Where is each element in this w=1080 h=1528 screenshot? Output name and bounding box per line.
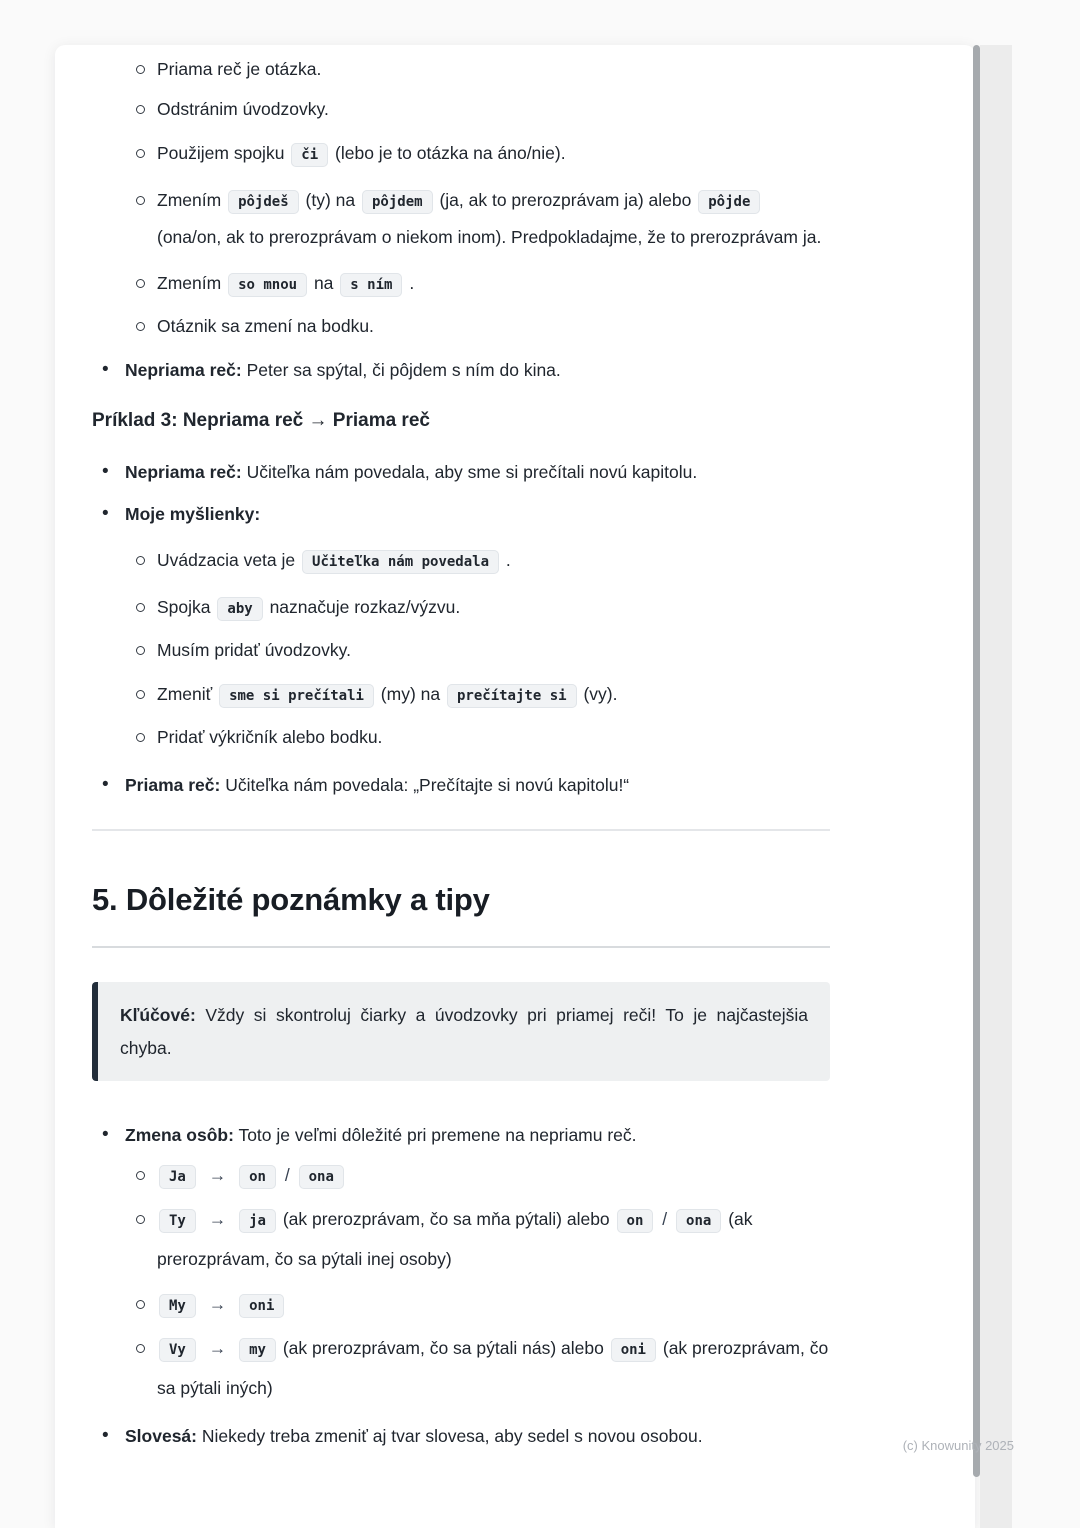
- tips-list-2: [92, 1422, 830, 1450]
- example3-heading: Príklad 3: Nepriama reč → Priama reč: [92, 410, 430, 431]
- text-segment: na: [313, 273, 334, 294]
- arrow-icon: →: [208, 1293, 227, 1314]
- mapping-row: [92, 1155, 830, 1195]
- text-segment: (ja, ak to prerozprávam ja) alebo: [439, 189, 692, 210]
- list-item: [92, 589, 830, 626]
- inline-code: on: [617, 1209, 654, 1233]
- indirect-speech-item: [92, 458, 830, 486]
- callout-text: Vždy si skontroluj čiarky a úvodzovky pri priamej reči! To je najčastejšia chyba.: [120, 1005, 808, 1058]
- term-text: Toto je veľmi dôležité pri premene na nepriamu reč.: [238, 1124, 637, 1145]
- inline-code: oni: [611, 1338, 656, 1362]
- inline-code: ja: [239, 1209, 276, 1233]
- inline-code: oni: [239, 1294, 284, 1318]
- text-segment: Spojka: [157, 597, 211, 618]
- list-item-text: Odstránim úvodzovky.: [157, 99, 329, 119]
- text-segment: (ty) na: [305, 189, 356, 210]
- inline-code: Ja: [159, 1165, 196, 1189]
- scrollbar-track[interactable]: [980, 45, 1012, 1528]
- arrow-icon: →: [208, 1209, 227, 1230]
- text-segment: Zmením: [157, 273, 222, 294]
- inline-code: Ty: [159, 1209, 196, 1233]
- text-segment: naznačuje rozkaz/výzvu.: [269, 597, 461, 618]
- watermark: (c) Knowunity 2025: [902, 1438, 1014, 1453]
- text-segment: Použijem spojku: [157, 143, 285, 163]
- section5-heading: 5. Dôležité poznámky a tipy: [92, 881, 490, 917]
- example2-steps-list: [92, 55, 830, 340]
- list-item: [92, 636, 830, 664]
- inline-code: so mnou: [228, 273, 307, 297]
- list-item: [92, 723, 830, 751]
- list-item-text: Pridať výkričník alebo bodku.: [157, 726, 383, 747]
- tips-list: [92, 1121, 830, 1149]
- direct-speech-result: [92, 771, 830, 799]
- text-segment: (ak prerozprávam, čo sa mňa pýtali) alebo: [282, 1209, 610, 1230]
- term-text: Učiteľka nám povedala: „Prečítajte si novú kapitolu!“: [225, 774, 630, 795]
- text-segment: .: [409, 273, 415, 294]
- inline-code: Vy: [159, 1338, 196, 1362]
- text-segment: Zmeniť: [157, 683, 213, 704]
- arrow-icon: →: [208, 1164, 227, 1185]
- list-item: [92, 676, 830, 713]
- mapping-row: [92, 1284, 830, 1324]
- list-item: [92, 135, 830, 172]
- inline-code: pôjdem: [362, 190, 433, 214]
- example3-result-list: [92, 771, 830, 799]
- document-content: [92, 45, 830, 1450]
- person-change-item: [92, 1121, 830, 1149]
- term-label: Zmena osôb:: [125, 1124, 234, 1145]
- indirect-speech-result: [92, 356, 830, 384]
- list-item: [92, 542, 830, 579]
- verbs-item: [92, 1422, 830, 1450]
- scrollbar-thumb[interactable]: [973, 45, 980, 1477]
- document-page: [55, 45, 975, 1528]
- example2-result-list: [92, 356, 830, 384]
- list-item: [92, 265, 830, 302]
- person-mapping-list: [92, 1155, 830, 1409]
- inline-code: pôjde: [698, 190, 760, 214]
- text-segment: .: [505, 550, 511, 571]
- inline-code: či: [291, 143, 328, 167]
- text-segment: (vy).: [583, 683, 618, 704]
- inline-code: pôjdeš: [228, 190, 299, 214]
- mapping-row: [92, 1199, 830, 1280]
- term-label: Nepriama reč:: [125, 360, 242, 380]
- list-item-text: Priama reč je otázka.: [157, 59, 322, 79]
- list-item-text: Musím pridať úvodzovky.: [157, 639, 351, 660]
- text-segment: (my) na: [380, 683, 441, 704]
- arrow-icon: →: [208, 1337, 227, 1358]
- mapping-row: [92, 1328, 830, 1409]
- inline-code: aby: [217, 597, 262, 621]
- term-label: Moje myšlienky:: [125, 504, 261, 525]
- text-segment: Zmením: [157, 189, 222, 210]
- inline-code: on: [239, 1165, 276, 1189]
- slash-separator: /: [662, 1209, 668, 1230]
- inline-code: ona: [676, 1209, 721, 1233]
- section5-heading-block: [92, 875, 830, 949]
- example3-list: [92, 458, 830, 528]
- term-label: Nepriama reč:: [125, 462, 242, 483]
- list-item: [92, 95, 830, 123]
- my-thoughts-item: [92, 500, 830, 528]
- text-segment: (ona/on, ak to prerozprávam o niekom inom). Predpokladajme, že to prerozprávam ja.: [157, 226, 822, 247]
- term-label: Priama reč:: [125, 774, 221, 795]
- text-segment: (ak prerozprávam, čo sa pýtali iných): [157, 1337, 829, 1399]
- list-item: [92, 55, 830, 83]
- text-segment: (ak prerozprávam, čo sa pýtali nás) alebo: [282, 1337, 604, 1358]
- term-text: Niekedy treba zmeniť aj tvar slovesa, aby sedel s novou osobou.: [201, 1426, 703, 1447]
- inline-code: Učiteľka nám povedala: [302, 550, 499, 574]
- list-item: [92, 312, 830, 340]
- inline-code: ona: [299, 1165, 344, 1189]
- list-item-text: Otáznik sa zmení na bodku.: [157, 316, 374, 336]
- example3-steps-list: [92, 542, 830, 750]
- inline-code: s ním: [340, 273, 402, 297]
- key-tip-callout: [92, 982, 830, 1081]
- text-segment: Uvádzacia veta je: [157, 550, 296, 571]
- callout-label: Kľúčové:: [120, 1005, 196, 1026]
- section-divider: [92, 829, 830, 831]
- text-segment: (ak prerozprávam, čo sa pýtali inej osoby): [157, 1209, 753, 1270]
- slash-separator: /: [284, 1164, 290, 1185]
- inline-code: my: [239, 1338, 276, 1362]
- inline-code: prečítajte si: [447, 684, 577, 708]
- term-text: Peter sa spýtal, či pôjdem s ním do kina.: [246, 360, 561, 380]
- inline-code: My: [159, 1294, 196, 1318]
- inline-code: sme si prečítali: [219, 684, 374, 708]
- term-label: Slovesá:: [125, 1426, 197, 1447]
- text-segment: (lebo je to otázka na áno/nie).: [335, 143, 566, 163]
- term-text: Učiteľka nám povedala, aby sme si prečítali novú kapitolu.: [246, 462, 698, 483]
- list-item: [92, 182, 830, 256]
